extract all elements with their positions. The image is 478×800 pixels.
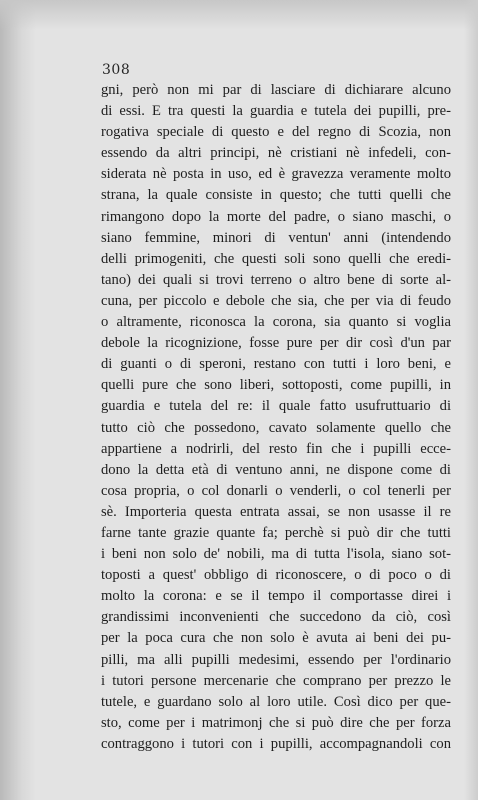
text-line: appartiene a nodrirli, del resto fin che i pupilli ecce- [101, 440, 451, 457]
text-line: siano femmine, minori di ventun' anni (intendendo [101, 229, 451, 246]
text-line: per la poca cura che non solo è avuta ai beni dei pu- [101, 630, 451, 647]
text-line: sto, come per i matrimonj che si può dire che per forza [101, 714, 451, 731]
text-line: contraggono i tutori con i pupilli, accompagnandoli con [101, 735, 451, 752]
text-line: molto la corona: e se il tempo il comportasse direi i [101, 588, 451, 605]
text-line: pilli, ma alli pupilli medesimi, essendo per l'ordinario [101, 651, 451, 668]
text-line: dono la detta età di ventuno anni, ne dispone come di [101, 461, 451, 478]
page-gutter-shadow [0, 0, 36, 800]
page-edge-shadow [464, 0, 478, 800]
text-line: tutele, e guardano solo al loro utile. Così dico per que- [101, 693, 451, 710]
text-line: tano) dei quali si trovi terreno o altro bene di sorte al- [101, 271, 451, 288]
text-line: sè. Importeria questa entrata assai, se non usasse il re [101, 503, 451, 520]
text-line: siderata nè posta in uso, ed è gravezza veramente molto [101, 166, 451, 183]
page-top-shadow [0, 0, 478, 30]
text-line: essendo da altri principi, nè cristiani nè infedeli, con- [101, 145, 451, 162]
page-number: 308 [102, 62, 131, 78]
text-line: strana, la quale consiste in questo; che tutti quelli che [101, 187, 451, 204]
text-line: rogativa speciale di questo e del regno di Scozia, non [101, 124, 451, 141]
text-line: i beni non solo de' nobili, ma di tutta l'isola, siano sot- [101, 546, 451, 563]
text-line: di essi. E tra questi la guardia e tutela dei pupilli, pre- [101, 103, 451, 120]
text-line: quelli pure che sono liberi, sottoposti, come pupilli, in [101, 377, 451, 394]
text-line: cosa propria, o col donarli o venderli, o col tenerli per [101, 482, 451, 499]
text-line: di guanti o di speroni, restano con tutti i loro beni, e [101, 356, 451, 373]
text-line: debole la ricognizione, fosse pure per dir così d'un par [101, 335, 451, 352]
text-line: grandissimi inconvenienti che succedono da ciò, così [101, 609, 451, 626]
text-line: toposti a quest' obbligo di riconoscere, o di poco o di [101, 567, 451, 584]
text-line: o altramente, riconosca la corona, sia quanto si voglia [101, 314, 451, 331]
text-line: guardia e tutela del re: il quale fatto usufruttuario di [101, 398, 451, 415]
body-text [101, 80, 451, 755]
text-line: i tutori persone mercenarie che comprano per prezzo le [101, 672, 451, 689]
text-line: farne tante grazie quante fa; perchè si può dir che tutti [101, 524, 451, 541]
text-line: tutto ciò che possedono, cavato solamente quello che [101, 419, 451, 436]
text-line: gni, però non mi par di lasciare di dichiarare alcuno [101, 82, 451, 98]
text-line: rimangono dopo la morte del padre, o siano maschi, o [101, 208, 451, 225]
text-line: cuna, per piccolo e debole che sia, che per via di feudo [101, 292, 451, 309]
text-line: delli primogeniti, che questi soli sono quelli che eredi- [101, 250, 451, 267]
